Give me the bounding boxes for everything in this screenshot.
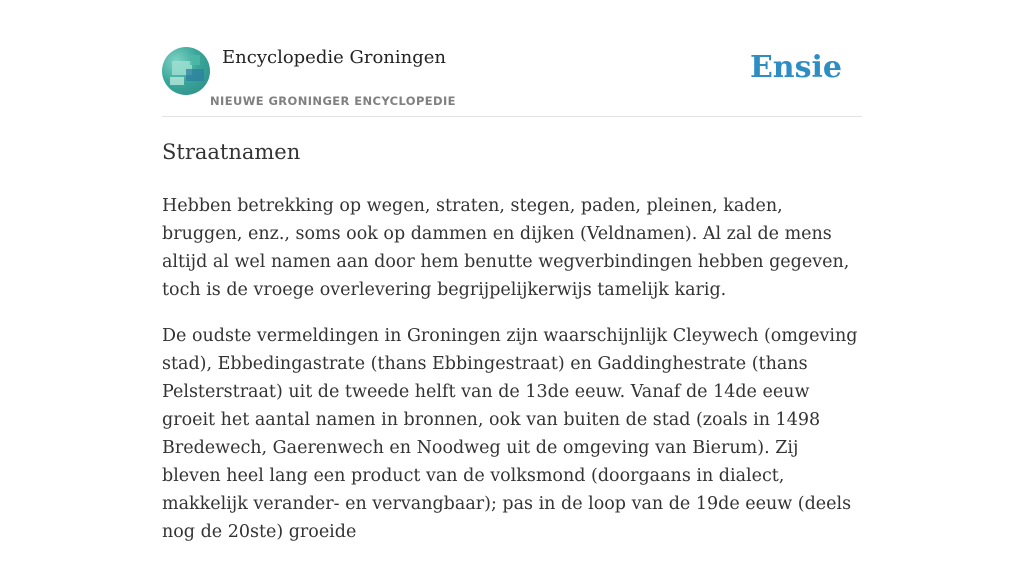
article-body xyxy=(162,192,862,564)
site-subtitle: NIEUWE GRONINGER ENCYCLOPEDIE xyxy=(210,94,456,108)
site-header xyxy=(162,46,862,117)
ensie-brand-logo[interactable]: Ensie xyxy=(749,50,842,85)
site-title-link[interactable]: Encyclopedie Groningen xyxy=(222,47,447,68)
article-paragraph: De oudste vermeldingen in Groningen zijn waarschijnlijk Cleywech (omgeving stad), Ebbedingastrate (thans Ebbingestraat) en Gaddinghestrate (thans Pelsterstraat) uit de tweede helft van de 13de eeuw. Vanaf de 14de eeuw groeit het aantal namen in bronnen, ook van buiten de stad (zoals in 1498 Bredewech, Gaerenwech en Noodweg uit de omgeving van Bierum). Zij bleven heel lang een product van de volksmond (doorgaans in dialect, makkelijk verander- en vervangbaar); pas in de loop van de 19de eeuw (deels nog de 20ste) groeide xyxy=(162,326,858,542)
article-title: Straatnamen xyxy=(162,140,301,164)
encyclopedia-logo-icon[interactable] xyxy=(162,47,210,95)
article-paragraph: Hebben betrekking op wegen, straten, stegen, paden, pleinen, kaden, bruggen, enz., soms ook op dammen en dijken (Veldnamen). Al zal de mens altijd al wel namen aan door hem benutte wegverbindingen hebben gegeven, toch is de vroege overlevering begrijpelijkerwijs tamelijk karig. xyxy=(162,196,850,300)
